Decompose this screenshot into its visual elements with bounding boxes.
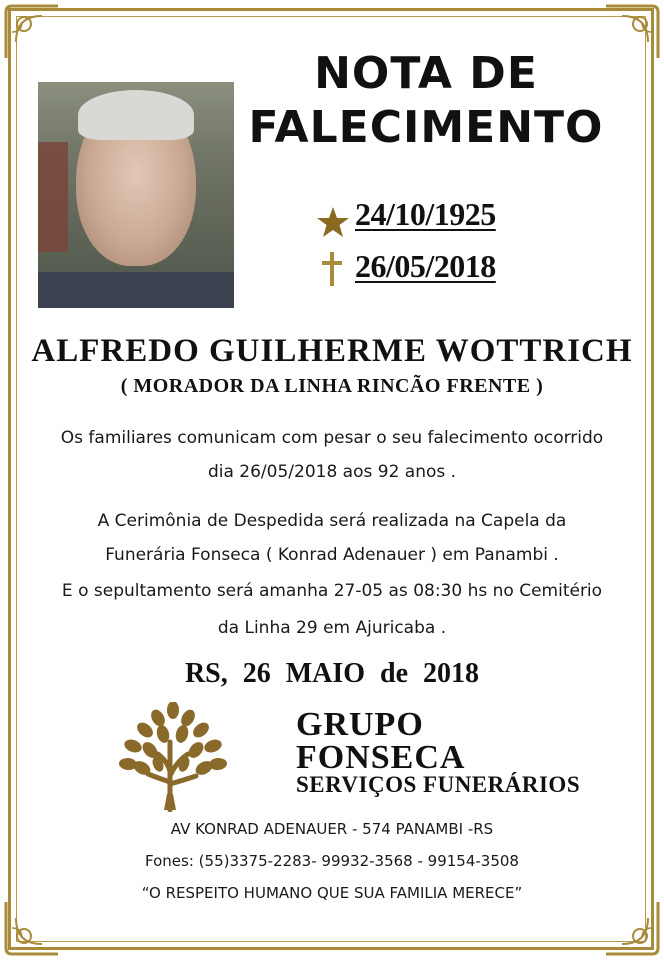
brand-name-line2: FONSECA (296, 739, 466, 776)
cross-icon (320, 251, 344, 287)
death-date: 26/05/2018 (355, 248, 496, 284)
page-title-line1: NOTA DE (314, 48, 538, 99)
page-title-line2: FALECIMENTO (248, 102, 604, 153)
portrait-photo (38, 82, 234, 308)
burial-line: E o sepultamento será amanha 27-05 as 08:30 hs no Cemitério (61, 581, 603, 601)
dateline: RS, 26 MAIO de 2018 (184, 658, 480, 689)
ceremony-line: Funerária Fonseca ( Konrad Adenauer ) em Panambi . (105, 545, 559, 565)
tree-logo-icon (118, 702, 228, 812)
corner-ornament-icon (602, 898, 662, 958)
birth-date: 24/10/1925 (355, 196, 496, 232)
star-icon (316, 206, 350, 238)
deceased-residence: ( MORADOR DA LINHA RINCÃO FRENTE ) (120, 375, 544, 397)
brand-tagline: SERVIÇOS FUNERÁRIOS (296, 772, 581, 797)
phone-numbers: Fones: (55)3375-2283- 99932-3568 - 99154-3508 (145, 852, 519, 870)
motto: “O RESPEITO HUMANO QUE SUA FAMILIA MERECE” (141, 884, 523, 902)
corner-ornament-icon (2, 2, 62, 62)
photo-background (38, 142, 68, 252)
corner-ornament-icon (2, 898, 62, 958)
brand-name-line1: GRUPO (296, 706, 424, 743)
photo-hair (78, 90, 194, 140)
burial-line: da Linha 29 em Ajuricaba . (217, 618, 447, 638)
corner-ornament-icon (602, 2, 662, 62)
announcement-line: Os familiares comunicam com pesar o seu falecimento ocorrido (60, 428, 604, 448)
photo-shirt (38, 272, 234, 308)
address: AV KONRAD ADENAUER - 574 PANAMBI -RS (170, 820, 494, 838)
deceased-name: ALFREDO GUILHERME WOTTRICH (31, 333, 633, 369)
announcement-line: dia 26/05/2018 aos 92 anos . (207, 462, 457, 482)
ceremony-line: A Cerimônia de Despedida será realizada na Capela da (97, 511, 567, 531)
